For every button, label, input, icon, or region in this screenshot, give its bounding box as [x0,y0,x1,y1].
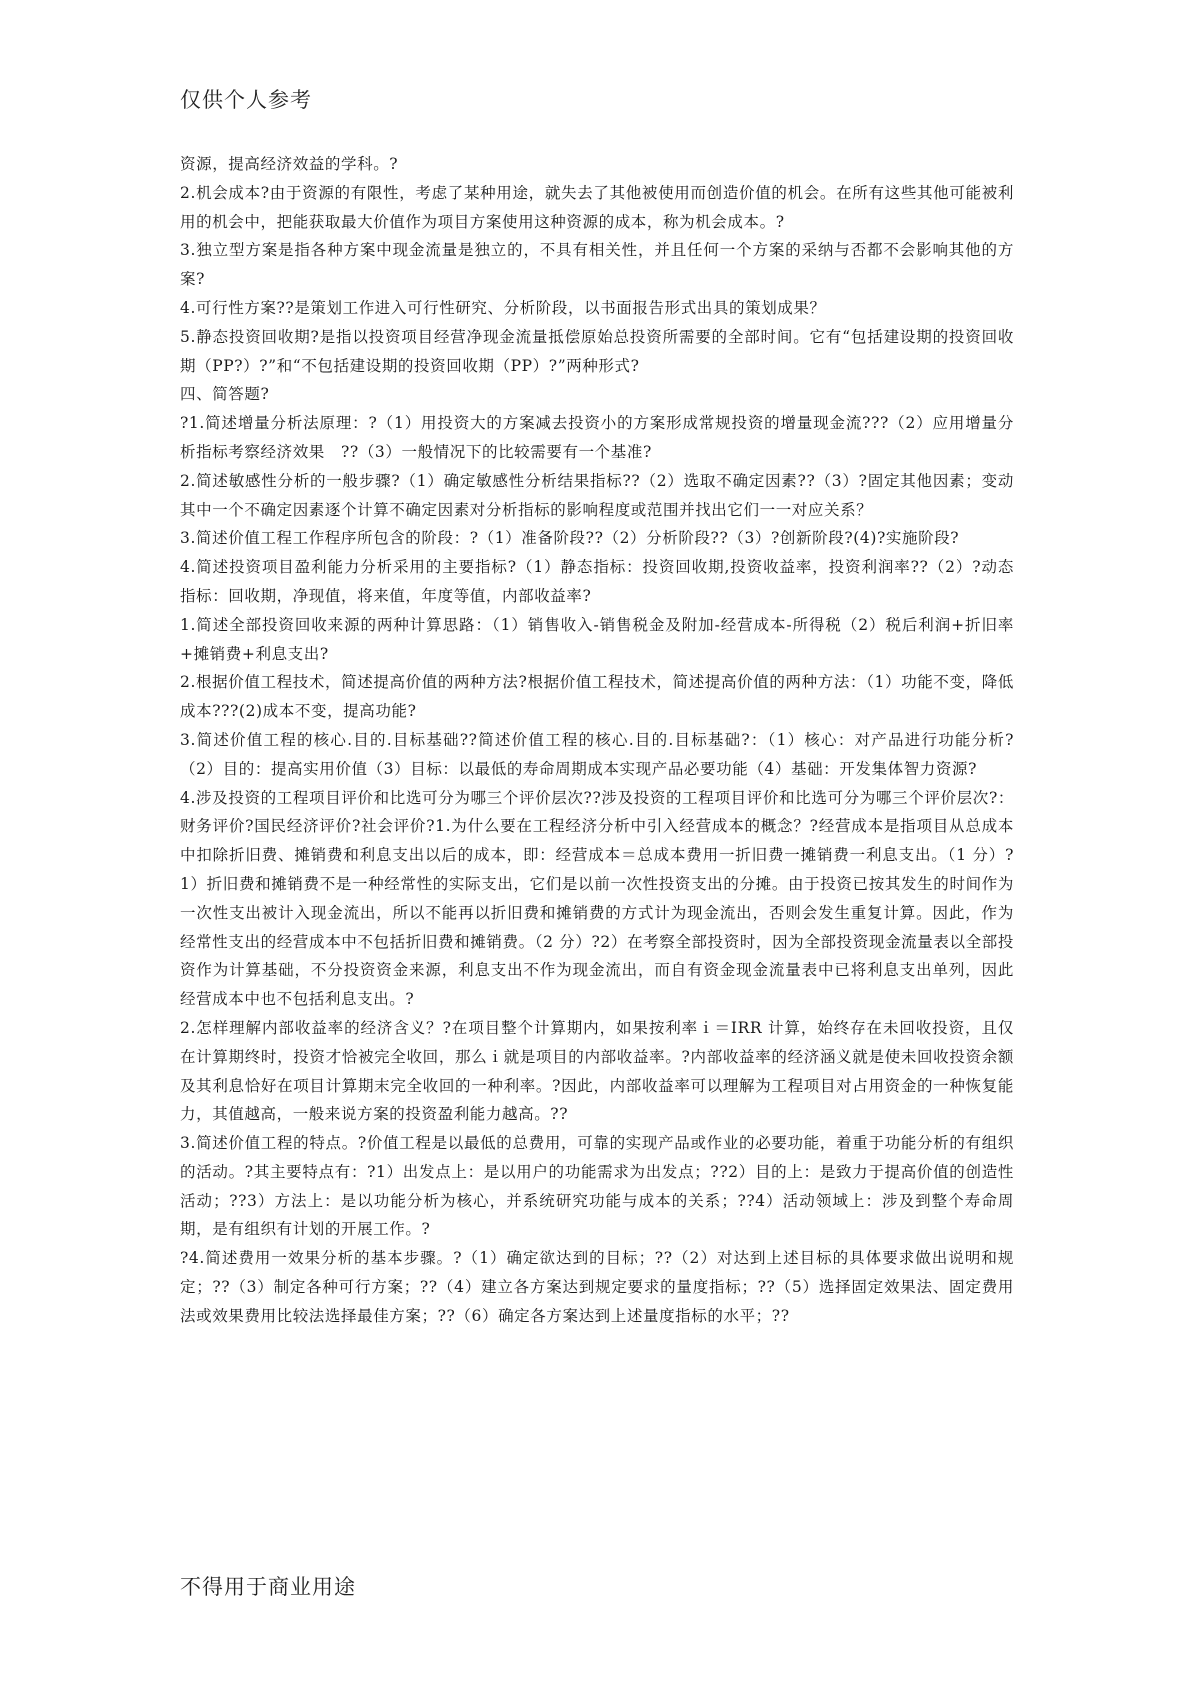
footer-note: 不得用于商业用途 [180,1575,356,1599]
header-note: 仅供个人参考 [180,88,312,112]
paragraph: ?4.简述费用一效果分析的基本步骤。?（1）确定欲达到的目标；??（2）对达到上述目标的具体要求做出说明和规定；??（3）制定各种可行方案；??（4）建立各方案达到规定要求的量度指标；??（5）选择固定效果法、固定费用法或效果费用比较法选择最佳方案；??（6）确定各方案达到上述量度指标的水平；?? [180,1249,1014,1325]
paragraph: 3.简述价值工程的特点。?价值工程是以最低的总费用，可靠的实现产品或作业的必要功能，着重于功能分析的有组织的活动。?其主要特点有：?1）出发点上：是以用户的功能需求为出发点；??2）目的上：是致力于提高价值的创造性活动；??3）方法上：是以功能分析为核心，并系统研究功能与成本的关系；??4）活动领域上：涉及到整个寿命周期，是有组织有计划的开展工作。? [180,1134,1014,1239]
paragraph: 3.简述价值工程工作程序所包含的阶段：?（1）准备阶段??（2）分析阶段??（3）?创新阶段?(4)?实施阶段? [180,529,960,548]
document-body [180,150,1014,1331]
paragraph: 1.简述全部投资回收来源的两种计算思路：（1）销售收入-销售税金及附加-经营成本-所得税（2）税后利润+折旧率+摊销费+利息支出? [180,615,1014,663]
paragraph: 3.独立型方案是指各种方案中现金流量是独立的，不具有相关性，并且任何一个方案的采纳与否都不会影响其他的方案? [180,241,1014,289]
paragraph: 5.静态投资回收期?是指以投资项目经营净现金流量抵偿原始总投资所需要的全部时间。它有“包括建设期的投资回收期（PP?）?”和“不包括建设期的投资回收期（PP）?”两种形式? [180,327,1014,375]
paragraph: 2.简述敏感性分析的一般步骤?（1）确定敏感性分析结果指标??（2）选取不确定因素??（3）?固定其他因素；变动其中一个不确定因素逐个计算不确定因素对分析指标的影响程度或范围并找出它们一一对应关系？ [180,471,1014,519]
paragraph: 4.简述投资项目盈利能力分析采用的主要指标?（1）静态指标：投资回收期,投资收益率，投资利润率??（2）?动态指标：回收期，净现值，将来值，年度等值，内部收益率? [180,558,1014,605]
section-heading: 四、简答题? [180,385,270,404]
paragraph: 资源，提高经济效益的学科。? [180,155,399,173]
paragraph: 4.涉及投资的工程项目评价和比选可分为哪三个评价层次??涉及投资的工程项目评价和比选可分为哪三个评价层次?：财务评价?国民经济评价?社会评价?1.为什么要在工程经济分析中引入经营成本的概念？?经营成本是指项目从总成本中扣除折旧费、摊销费和利息支出以后的成本，即：经营成本＝总成本费用一折旧费一摊销费一利息支出。（1 分）?1）折旧费和摊销费不是一种经常性的实际支出，它们是以前一次性投资支出的分摊。由于投资已按其发生的时间作为一次性支出被计入现金流出，所以不能再以折旧费和摊销费的方式计为现金流出，否则会发生重复计算。因此，作为经常性支出的经营成本中不包括折旧费和摊销费。（2 分）?2）在考察全部投资时，因为全部投资现金流量表以全部投资作为计算基础，不分投资资金来源，利息支出不作为现金流出，而自有资金现金流量表中已将利息支出单列，因此经营成本中也不包括利息支出。? [180,788,1014,1009]
paragraph: 2.怎样理解内部收益率的经济含义？?在项目整个计算期内，如果按利率ｉ＝IRR 计算，始终存在未回收投资，且仅在计算期终时，投资才恰被完全收回，那么ｉ就是项目的内部收益率。?内部收益率的经济涵义就是使未回收投资余额及其利息恰好在项目计算期末完全收回的一种利率。?因此，内部收益率可以理解为工程项目对占用资金的一种恢复能力，其值越高，一般来说方案的投资盈利能力越高。?? [180,1018,1014,1124]
paragraph: 4.可行性方案??是策划工作进入可行性研究、分析阶段，以书面报告形式出具的策划成果？ [180,298,826,317]
paragraph: 2.根据价值工程技术，简述提高价值的两种方法?根据价值工程技术，简述提高价值的两种方法：（1）功能不变，降低成本???(2)成本不变，提高功能? [180,673,1014,721]
paragraph: ?1.简述增量分析法原理：?（1）用投资大的方案减去投资小的方案形成常规投资的增量现金流???（2）应用增量分析指标考察经济效果 ??（3）一般情况下的比较需要有一个基准? [180,414,1014,461]
paragraph: 2.机会成本?由于资源的有限性，考虑了某种用途，就失去了其他被使用而创造价值的机会。在所有这些其他可能被利用的机会中，把能获取最大价值作为项目方案使用这种资源的成本，称为机会成本。? [180,183,1014,231]
paragraph: 3.简述价值工程的核心.目的.目标基础??简述价值工程的核心.目的.目标基础?：（1）核心：对产品进行功能分析?（2）目的：提高实用价值（3）目标：以最低的寿命周期成本实现产品必要功能（4）基础：开发集体智力资源? [180,730,1014,778]
